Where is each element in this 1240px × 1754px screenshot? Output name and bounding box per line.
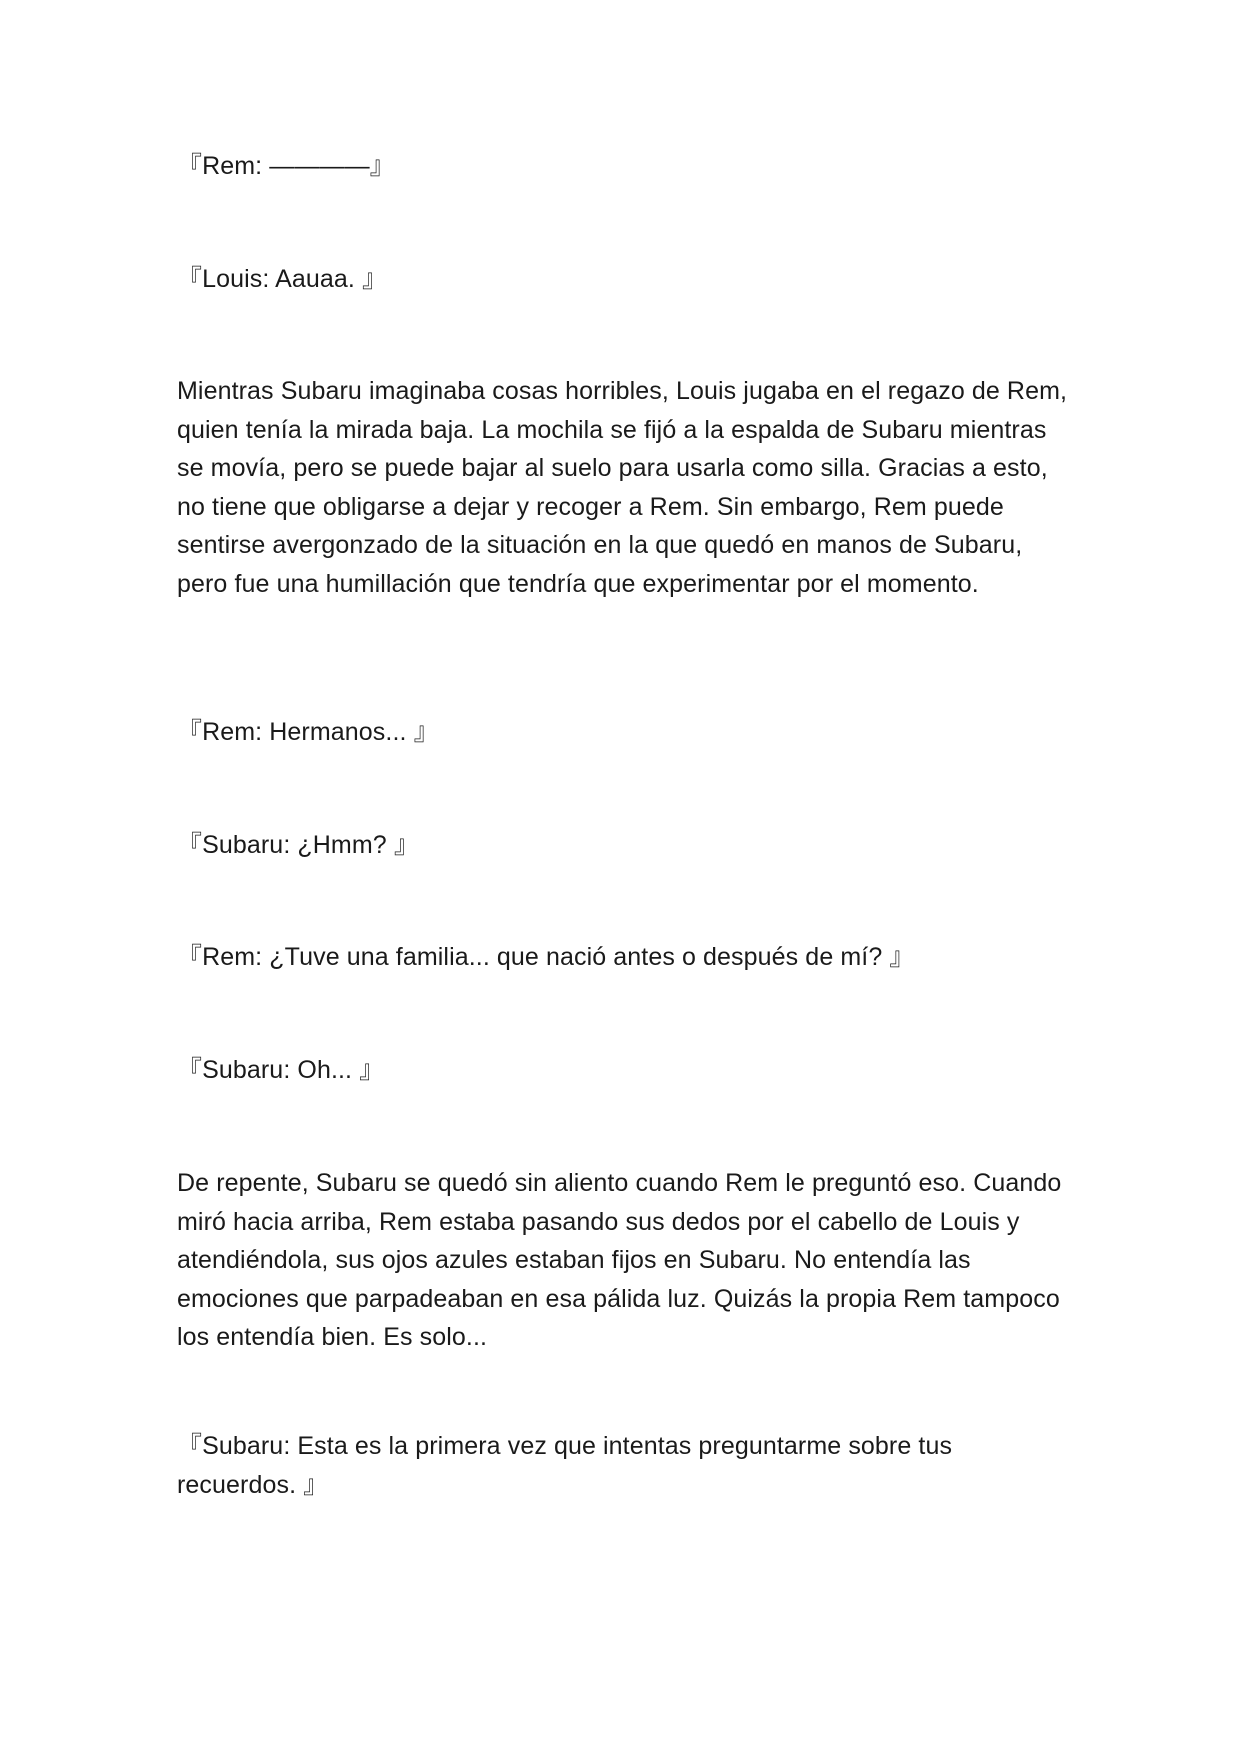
paragraph: Mientras Subaru imaginaba cosas horribles, Louis jugaba en el regazo de Rem, quien tenía la mirada baja. La mochila se fijó a la espalda de Subaru mientras se movía, pero se puede bajar al suelo para usarla como silla. Gracias a esto, no tiene que obligarse a dejar y recoger a Rem. Sin embargo, Rem puede sentirse avergonzado de la situación en la que quedó en manos de Subaru, pero fue una humillación que tendría que experimentar por el momento.: [177, 377, 1075, 598]
dialogue-line: 『Rem: ————』: [177, 152, 395, 180]
dialogue-line: 『Rem: ¿Tuve una familia... que nació antes o después de mí? 』: [177, 943, 915, 971]
dialogue-line: 『Subaru: ¿Hmm? 』: [177, 831, 419, 859]
dialogue-line: 『Rem: Hermanos... 』: [177, 718, 439, 746]
paragraph: De repente, Subaru se quedó sin aliento cuando Rem le preguntó eso. Cuando miró hacia arriba, Rem estaba pasando sus dedos por el cabello de Louis y atendiéndola, sus ojos azules estaban fijos en Subaru. No entendía las emociones que parpadeaban en esa pálida luz. Quizás la propia Rem tampoco los entendía bien. Es solo...: [177, 1169, 1069, 1351]
dialogue-line: 『Subaru: Esta es la primera vez que intentas preguntarme sobre tus recuerdos. 』: [177, 1432, 960, 1499]
dialogue-line: 『Louis: Aauaa. 』: [177, 265, 388, 293]
dialogue-line: 『Subaru: Oh... 』: [177, 1056, 385, 1084]
